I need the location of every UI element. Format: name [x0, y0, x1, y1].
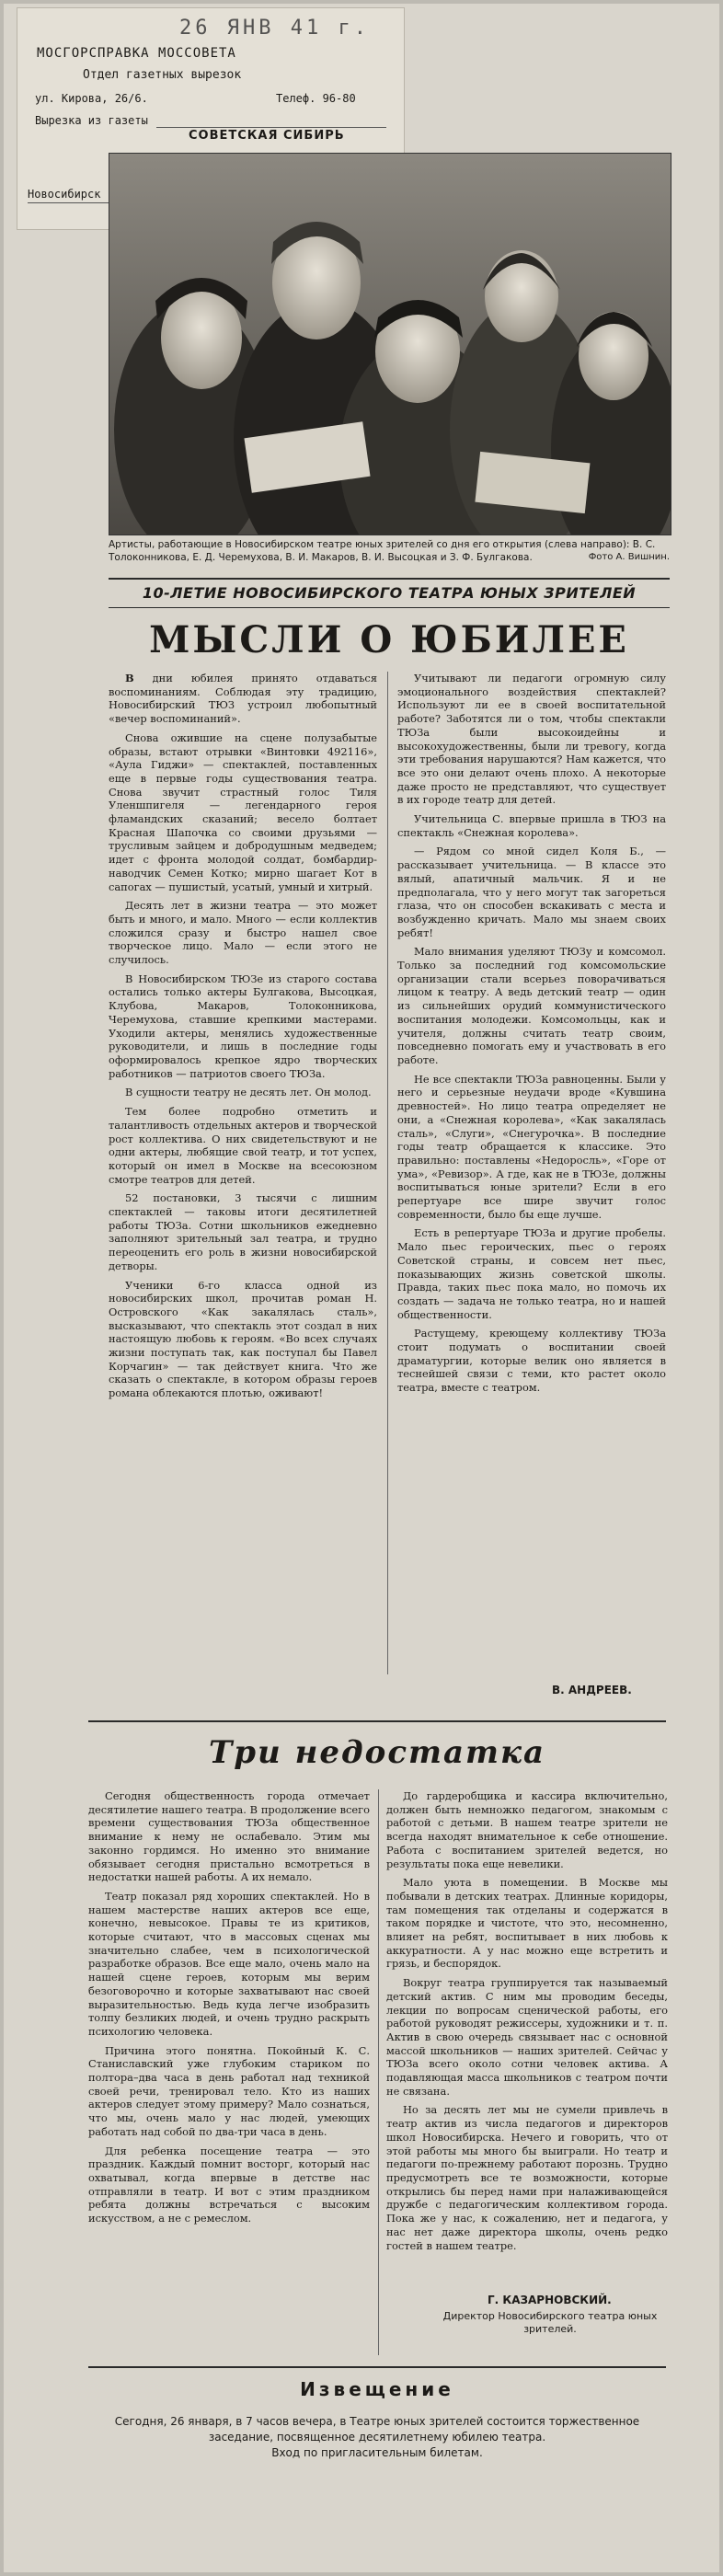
agency-phone: Телеф. 96-80 — [276, 92, 356, 105]
article2-author: Г. КАЗАРНОВСКИЙ. — [488, 2294, 612, 2306]
date-stamp: 26 ЯНВ 41 г. — [179, 17, 370, 40]
kicker-rule — [109, 607, 670, 608]
actors-photo-image — [109, 154, 671, 535]
paragraph: Сегодня общественность города отмечает десятилетие нашего театра. В продолжение всего времени существования ТЮЗа общественное внимание к нему не ослабевало. Этим мы законно гордимся. Но именно это внимание обязывает сегодня пристально всмотреться в недостатки нашей работы. А их немало. — [88, 1789, 370, 1884]
paragraph: Но за десять лет мы не сумели привлечь в театр актив из числа педагогов и директоров школ Новосибирска. Нечего и говорить, что от этой работы мы много бы выиграли. Но театр и педагоги по-прежнему работают порознь. Трудно предусмотреть все те возможности, которые открылись бы перед нами при налаживающейся дружбе с педагогическим коллективом города. Пока же у нас, к сожалению, нет и педагога, у нас нет даже директора школы, очень редко гостей в нашем театре. — [386, 2103, 668, 2252]
agency-address: ул. Кирова, 26/6. — [35, 92, 148, 105]
notice-entry: Вход по пригласительным билетам. — [271, 2446, 483, 2459]
photo-caption — [109, 538, 670, 564]
paragraph: Театр показал ряд хороших спектаклей. Но в нашем мастерстве наших актеров все еще, конечно, невысокое. Правы те из критиков, которые считают, что в массовых сценах мы значительно слабее, чем в психологической разработке образов. Все еще мало, очень мало на нашей сцене героев, которым мы верим безоговорочно и которые захватывают нас своей выразительностью. Ведь куда легче изобразить толпу безликих людей, и очень трудно раскрыть психологию человека. — [88, 1889, 370, 2038]
paragraph: Учительница С. впервые пришла в ТЮЗ на спектакль «Снежная королева». — [397, 812, 666, 839]
paragraph: В сущности театру не десять лет. Он молод. — [125, 1086, 372, 1099]
paragraph: Растущему, креющему коллективу ТЮЗа стоит подумать о воспитании своей драматургии, которые велик оно является в теснейшей связи с теми, кто растет около театра, вместе с театром. — [397, 1327, 666, 1395]
article1-column-2 — [397, 672, 666, 1628]
article2-column-1 — [88, 1789, 370, 2360]
newspaper-city: Новосибирск — [28, 188, 101, 201]
article2-headline: Три недостатка — [208, 1734, 546, 1771]
section-rule — [88, 1720, 666, 1722]
clipping-label: Вырезка из газеты — [35, 114, 148, 127]
paragraph: Десять лет в жизни театра — это может быть и много, и мало. Много — если коллектив сложился сразу и быстро нашел свое творческое лицо. Мало — если этого не случилось. — [109, 899, 377, 967]
section-rule — [88, 2366, 666, 2368]
photo-caption-text: Артисты, работающие в Новосибирском театре юных зрителей со дня его открытия (слева направо): В. С. Толоконникова, Е. Д. Черемухова, В. И. Макаров, В. И. Высоцкая и З. Ф. Булгакова. — [109, 539, 656, 563]
article2-column-2 — [386, 1789, 668, 2286]
article1-author: В. АНДРЕЕВ. — [552, 1684, 632, 1696]
column-divider — [378, 1789, 379, 2355]
article2-author-role: Директор Новосибирского театра юных зрителей. — [442, 2310, 658, 2335]
paragraph: — Рядом со мной сидел Коля Б., — рассказывает учительница. — В классе это вялый, апатичный мальчик. Я и не предполагала, что у него могут так загореться глаза, что он способен вскакивать с места и возбужденно кричать. Мало мы знаем своих ребят! — [397, 845, 666, 939]
article1-kicker: 10-ЛЕТИЕ НОВОСИБИРСКОГО ТЕАТРА ЮНЫХ ЗРИТЕЛЕЙ — [142, 584, 637, 602]
notice-text: Сегодня, 26 января, в 7 часов вечера, в Театре юных зрителей состоится торжественное заседание, посвященное десятилетнему юбилею театра. — [114, 2415, 640, 2444]
paragraph: В Новосибирском ТЮЗе из старого состава остались только актеры Булгакова, Высоцкая, Клубова, Макаров, Толоконникова, Черемухова, ставшие крепкими мастерами. Уходили актеры, менялись художественные руководители, и лишь в последние годы оформировалось крепкое ядро творческих работников — патриотов своего ТЮЗа. — [109, 972, 377, 1080]
paragraph: Снова ожившие на сцене полузабытые образы, встают отрывки «Винтовки 492116», «Аула Гиджи» — спектаклей, поставленных еще в первые годы существования театра. Снова звучит страстный голос Тиля Уленшпигеля — легендарного героя фламандских сказаний; весело болтает Красная Шапочка со своими друзьями — трусливым зайцем и добродушным медведем; идет с фронта молодой солдат, бомбардир-наводчик Семен Котко; мирно шагает Кот в сапогах — пушистый, усатый, умный и хитрый. — [109, 730, 377, 893]
paragraph: В дни юбилея принято отдаваться воспоминаниям. Соблюдая эту традицию, Новосибирский ТЮЗ устроил любопытный «вечер воспоминаний». — [109, 672, 377, 726]
paragraph: Учитывают ли педагоги огромную силу эмоционального воздействия спектаклей? Используют ли ее в своей воспитательной работе? Заботятся ли о том, чтобы спектакли ТЮЗа были высокоидейны и высокохудожественны, были ли тревогу, когда эти требования нарушаются? Нам кажется, что все это они делают очень плохо. А некоторые даже просто не представляют, что существует в их городе театр для детей. — [397, 672, 666, 807]
paragraph: Не все спектакли ТЮЗа равноценны. Были у него и серьезные неудачи вроде «Кувшина древностей». Но лицо театра определяет не они, а «Снежная королева», «Как закалялась сталь», «Слуги», «Снегурочка». В последние годы театр обращается к классике. Это правильно: поставлены «Недоросль», «Горе от ума», «Ревизор». А где, как не в ТЮЗе, должны воспитываться юные зрители? Если в его репертуаре все шире звучит голос современности, было бы еще лучше. — [397, 1072, 666, 1221]
actors-photo — [109, 153, 671, 535]
paragraph: Есть в репертуаре ТЮЗа и другие пробелы. Мало пьес героических, пьес о героях Советской страны, и совсем нет пьес, показывающих жизнь советской школы. Правда, таких пьес пока мало, но помочь их создать — задача не только театра, но и нашей общественности. — [397, 1226, 666, 1321]
paragraph: Мало уюта в помещении. В Москве мы побывали в детских театрах. Длинные коридоры, там помещения так отделаны и содержатся в таком порядке и чистоте, что это, несомненно, влияет на ребят, воспитывает в них любовь к аккуратности. А у нас можно еще встретить и грязь, и беспорядок. — [386, 1876, 668, 1971]
newspaper-name: СОВЕТСКАЯ СИБИРЬ — [189, 129, 345, 143]
notice-title: Извещение — [300, 2378, 454, 2400]
column-divider — [387, 672, 388, 1674]
paragraph: Причина этого понятна. Покойный К. С. Станиславский уже глубоким стариком по полтора–два часа в день работал над техникой своей речи, тренировал тело. Кто из наших актеров следует этому примеру? Мало сознаться, что мы, очень мало у нас людей, умеющих работать над собой по два-три часа в день. — [88, 2043, 370, 2138]
paragraph: Тем более подробно отметить и талантливость отдельных актеров и творческой рост коллектива. О них свидетельствуют и не одни актеры, любящие свой театр, и тот успех, который он имел в Москве на всесоюзном смотре театров для детей. — [109, 1105, 377, 1186]
city-underline — [28, 202, 109, 203]
agency-department: Отдел газетных вырезок — [83, 68, 242, 82]
paragraph: До гардеробщика и кассира включительно, должен быть немножко педагогом, знакомым с работой с детьми. В нашем театре зрители не всегда находят внимательное к себе отношение. Работа с воспитанием зрителей ведется, но результаты пока еще невелики. — [386, 1789, 668, 1870]
article1-headline: МЫСЛИ О ЮБИЛЕЕ — [149, 618, 629, 661]
paragraph: Для ребенка посещение театра — это праздник. Каждый помнит восторг, который нас охватывал, когда впервые в детстве нас отправляли в театр. И вот с этим праздником ребята должны встречаться с высоким искусством, а не с ремеслом. — [88, 2144, 370, 2225]
photo-credit: Фото А. Вишнин. — [588, 552, 670, 562]
article1-column-1 — [109, 672, 377, 1702]
handwritten-underline — [156, 127, 386, 128]
paragraph: 52 постановки, 3 тысячи с лишним спектаклей — таковы итоги десятилетней работы ТЮЗа. Сотни школьников ежедневно заполняют зрительный зал театра, и трудно переоценить его роль в жизни новосибирской детворы. — [109, 1191, 377, 1272]
agency-name: МОСГОРСПРАВКА МОССОВЕТА — [37, 46, 236, 61]
notice-body — [88, 2414, 666, 2461]
paragraph: Мало внимания уделяют ТЮЗу и комсомол. Только за последний год комсомольские организации стали всерьез поворачиваться лицом к театру. А ведь детский театр — один из сильнейших орудий коммунистического воспитания молодежи. Комсомольцы, как и учителя, должны считать театр своим, повседневно помогать ему и участвовать в его работе. — [397, 945, 666, 1066]
section-rule — [109, 578, 670, 580]
paragraph: Ученики 6-го класса одной из новосибирских школ, прочитав роман Н. Островского «Как закалялась сталь», высказывают, что спектакль этот создал в них настоящую любовь к героям. «Во всех случаях жизни поступать так, как поступал бы Павел Корчагин» — так действует книга. Что же сказать о спектакле, в котором образы героев романа облекаются плотью, оживают! — [109, 1278, 377, 1400]
paragraph: Вокруг театра группируется так называемый детский актив. С ним мы проводим беседы, лекции по вопросам сценической работы, его работой руководят режиссеры, художники и т. п. Актив в свою очередь связывает нас с основной массой школьников — наших зрителей. Сейчас у ТЮЗа всего около сотни человек актива. А подавляющая масса школьников с театром почти не связана. — [386, 1976, 668, 2098]
